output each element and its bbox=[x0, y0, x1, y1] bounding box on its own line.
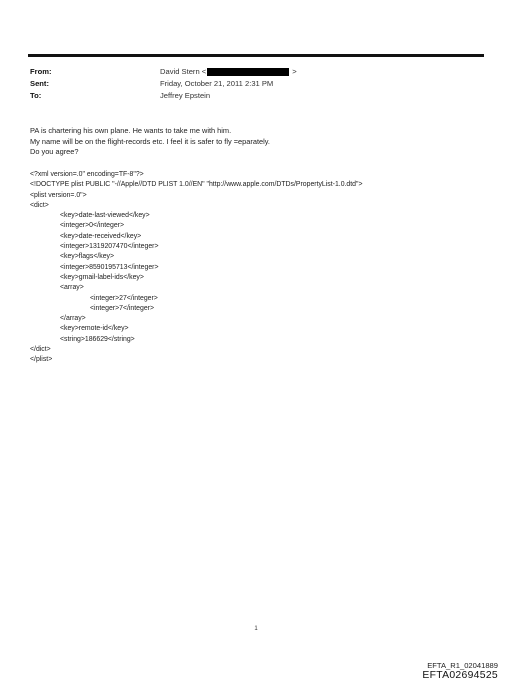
plist-line: <integer>7</integer> bbox=[90, 304, 154, 312]
plist-line: <?xml version=.0" encoding=TF-8"?> bbox=[30, 171, 144, 178]
plist-line: </plist> bbox=[30, 356, 53, 364]
plist-line: <dict> bbox=[30, 201, 49, 209]
sent-label: Sent: bbox=[30, 79, 49, 88]
plist-line: <key>date-received</key> bbox=[60, 232, 142, 240]
plist-line: <key>gmail-label-ids</key> bbox=[60, 273, 144, 281]
from-name: David Stern < bbox=[160, 67, 207, 76]
bates-id-secondary: EFTA_R1_02041889 bbox=[427, 661, 498, 670]
plist-line: <!DOCTYPE plist PUBLIC "-//Apple//DTD PLIST 1.0//EN" "http://www.apple.com/DTDs/PropertyList-1.0.dtd"> bbox=[30, 181, 363, 189]
plist-line: <key>date-last-viewed</key> bbox=[60, 212, 150, 220]
from-row bbox=[30, 66, 470, 78]
from-label: From: bbox=[30, 67, 52, 76]
email-header bbox=[30, 66, 470, 102]
message-line: My name will be on the flight-records etc. I feel it is safer to fly =eparately. bbox=[30, 136, 270, 146]
sent-row bbox=[30, 78, 470, 90]
message-body bbox=[30, 126, 480, 158]
to-value: Jeffrey Epstein bbox=[160, 91, 211, 100]
bates-id-primary: EFTA02694525 bbox=[422, 670, 498, 681]
plist-line: <array> bbox=[60, 284, 84, 292]
document-ids bbox=[422, 661, 498, 682]
plist-code-block bbox=[30, 170, 490, 366]
message-line: PA is chartering his own plane. He wants to take me with him. bbox=[30, 126, 232, 135]
plist-line: </dict> bbox=[30, 346, 51, 354]
from-value bbox=[160, 66, 297, 78]
redaction-box bbox=[207, 68, 289, 76]
plist-line: <integer>0</integer> bbox=[60, 222, 124, 230]
message-line: Do you agree? bbox=[30, 147, 79, 156]
plist-line: <plist version=.0"> bbox=[30, 191, 87, 199]
header-divider bbox=[28, 54, 484, 57]
from-suffix: > bbox=[292, 67, 297, 76]
to-row bbox=[30, 90, 470, 102]
plist-line: <integer>8590195713</integer> bbox=[60, 263, 159, 271]
plist-line: <integer>27</integer> bbox=[90, 294, 158, 302]
plist-line: <key>flags</key> bbox=[60, 253, 115, 261]
plist-line: <key>remote-id</key> bbox=[60, 325, 129, 333]
plist-line: <integer>1319207470</integer> bbox=[60, 243, 159, 251]
plist-line: </array> bbox=[60, 315, 86, 323]
page-number: 1 bbox=[254, 626, 258, 632]
sent-value: Friday, October 21, 2011 2:31 PM bbox=[160, 79, 274, 88]
plist-line: <string>186629</string> bbox=[60, 335, 135, 343]
to-label: To: bbox=[30, 91, 42, 100]
